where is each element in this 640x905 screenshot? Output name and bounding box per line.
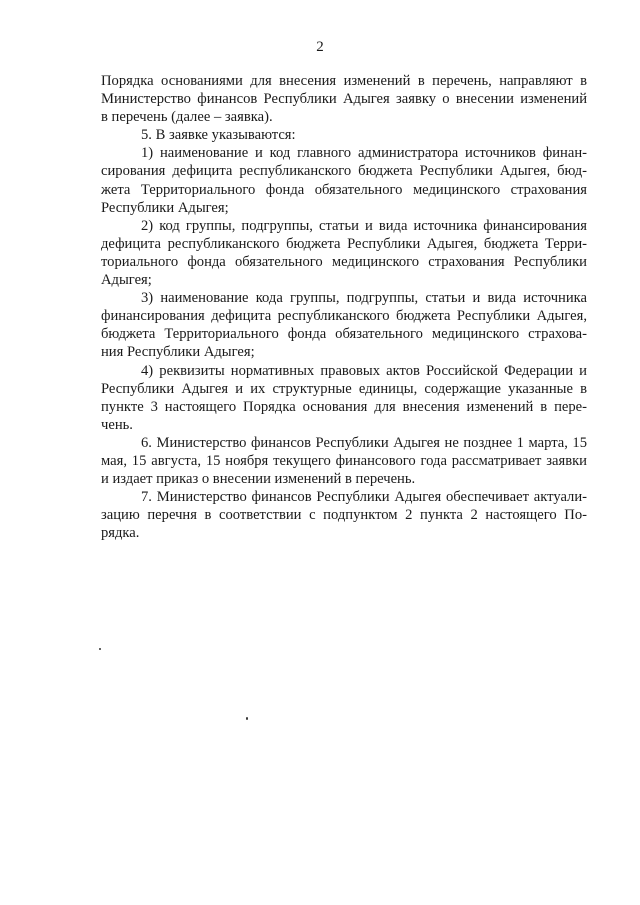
text-line: 3) наименование кода группы, подгруппы, статьи и вида источника — [141, 290, 587, 307]
text-line: финансирования дефицита республиканского бюджета Республики Адыгея, — [101, 308, 587, 325]
text-line: Республики Адыгея; — [101, 199, 229, 216]
document-body — [101, 72, 587, 542]
text-line: ториального фонда обязательного медицинского страхования Республики — [101, 253, 587, 270]
text-line: Порядка основаниями для внесения изменений в перечень, направляют в — [101, 73, 587, 89]
paragraph-item-6 — [101, 434, 587, 488]
paragraph-item-5-3 — [101, 289, 587, 361]
text-line: 2) код группы, подгруппы, статьи и вида источника финансирования — [141, 217, 587, 234]
scan-speck — [246, 717, 248, 720]
paragraph-item-7 — [101, 488, 587, 542]
text-line: 5. В заявке указываются: — [141, 127, 296, 144]
text-line: пункте 3 настоящего Порядка основания для внесения изменений в пере- — [101, 398, 587, 415]
paragraph-item-5-4 — [101, 362, 587, 434]
text-line: и издает приказ о внесении изменений в перечень. — [101, 471, 416, 488]
text-line: Республики Адыгея и их структурные единицы, содержащие указанные в — [101, 380, 587, 397]
paragraph-item-5-1 — [101, 144, 587, 216]
text-line: 1) наименование и код главного администратора источников финан- — [141, 145, 587, 162]
text-line: жета Территориального фонда обязательного медицинского страхования — [101, 181, 587, 198]
paragraph-item-5-2 — [101, 217, 587, 289]
text-line: сирования дефицита республиканского бюджета Республики Адыгея, бюд- — [101, 163, 587, 180]
text-line: бюджета Территориального фонда обязательного медицинского страхова- — [101, 326, 587, 343]
text-line: мая, 15 августа, 15 ноября текущего финансового года рассматривает заявки — [101, 452, 587, 469]
text-line: дефицита республиканского бюджета Республики Адыгея, бюджета Терри- — [101, 235, 587, 252]
text-line: в перечень (далее – заявка). — [101, 109, 273, 126]
text-line: ния Республики Адыгея; — [101, 344, 255, 361]
text-line: Министерство финансов Республики Адыгея заявку о внесении изменений — [101, 91, 587, 108]
scan-speck — [99, 648, 101, 650]
text-line: 4) реквизиты нормативных правовых актов Российской Федерации и — [141, 362, 587, 379]
paragraph-item-5 — [101, 126, 587, 144]
text-line: рядка. — [101, 525, 140, 542]
text-line: Адыгея; — [101, 272, 152, 289]
page-number: 2 — [316, 39, 324, 55]
text-line: чень. — [101, 416, 133, 433]
text-line: 6. Министерство финансов Республики Адыгея не позднее 1 марта, 15 — [141, 434, 587, 451]
paragraph-intro — [101, 72, 587, 126]
text-line: 7. Министерство финансов Республики Адыгея обеспечивает актуали- — [141, 489, 587, 506]
text-line: зацию перечня в соответствии с подпунктом 2 пункта 2 настоящего По- — [101, 507, 587, 524]
